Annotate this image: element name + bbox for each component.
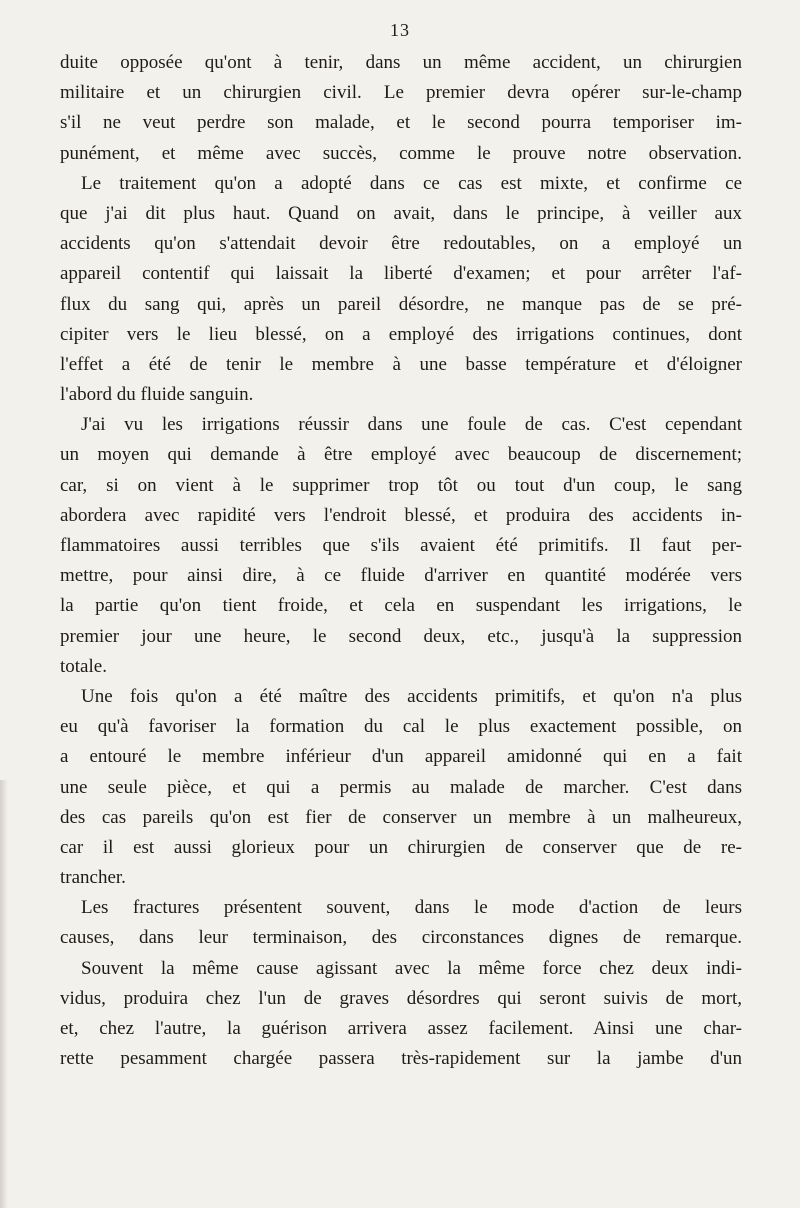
text-line: Souvent la même cause agissant avec la même force chez deux indi- <box>81 957 742 979</box>
text-line: flammatoires aussi terribles que s'ils avaient été primitifs. Il faut per- <box>60 535 742 556</box>
text-line: causes, dans leur terminaison, des circonstances dignes de remarque. <box>60 927 742 949</box>
paragraph-start-line: Le traitement qu'on a adopté dans ce cas est mixte, et confirme ce <box>81 172 742 194</box>
paragraph-end-line: trancher. <box>60 867 126 889</box>
text-line: et, chez l'autre, la guérison arrivera assez facilement. Ainsi une char- <box>60 1018 742 1039</box>
text-line: l'effet a été de tenir le membre à une basse température et d'éloigner <box>60 353 742 375</box>
paragraph-end-line: totale. <box>60 655 107 677</box>
text-line: appareil contentif qui laissait la liberté d'examen; et pour arrêter l'af- <box>60 263 742 285</box>
text-line: cipiter vers le lieu blessé, on a employé des irrigations continues, dont <box>60 323 742 345</box>
page-edge-shadow <box>0 780 8 1208</box>
body-text <box>60 48 742 1074</box>
text-line: a entouré le membre inférieur d'un appareil amidonné qui en a fait <box>60 746 742 768</box>
text-line: la partie qu'on tient froide, et cela en suspendant les irrigations, le <box>60 595 742 617</box>
paragraph-start-line: J'ai vu les irrigations réussir dans une foule de cas. C'est cependant <box>81 414 742 436</box>
page-number: 13 <box>390 20 410 40</box>
text-line: militaire et un chirurgien civil. Le premier devra opérer sur-le-champ <box>60 82 742 104</box>
text-line: flux du sang qui, après un pareil désordre, ne manque pas de se pré- <box>60 293 742 315</box>
text-line: punément, et même avec succès, comme le prouve notre observation. <box>60 142 742 164</box>
text-line: un moyen qui demande à être employé avec beaucoup de discernement; <box>60 444 742 466</box>
text-line: eu qu'à favoriser la formation du cal le plus exactement possible, on <box>60 716 742 738</box>
text-line: que j'ai dit plus haut. Quand on avait, dans le principe, à veiller aux <box>60 202 742 224</box>
paragraph-start-line: Une fois qu'on a été maître des accidents primitifs, et qu'on n'a plus <box>81 685 742 707</box>
text-line: des cas pareils qu'on est fier de conserver un membre à un malheureux, <box>60 806 742 828</box>
text-line: duite opposée qu'ont à tenir, dans un même accident, un chirurgien <box>60 52 742 73</box>
text-line: vidus, produira chez l'un de graves désordres qui seront suivis de mort, <box>60 987 742 1009</box>
text-line: rette pesamment chargée passera très-rapidement sur la jambe d'un <box>60 1048 742 1070</box>
text-line: car, si on vient à le supprimer trop tôt ou tout d'un coup, le sang <box>60 474 742 496</box>
paragraph-end-line: l'abord du fluide sanguin. <box>60 384 254 406</box>
text-line: car il est aussi glorieux pour un chirurgien de conserver que de re- <box>60 836 742 858</box>
text-line: abordera avec rapidité vers l'endroit blessé, et produira des accidents in- <box>60 504 742 526</box>
text-line: s'il ne veut perdre son malade, et le second pourra temporiser im- <box>60 112 742 134</box>
text-line: une seule pièce, et qui a permis au malade de marcher. C'est dans <box>60 776 742 798</box>
paragraph-start-line: Les fractures présentent souvent, dans le mode d'action de leurs <box>81 897 742 919</box>
text-line: premier jour une heure, le second deux, etc., jusqu'à la suppression <box>60 625 742 647</box>
text-line: mettre, pour ainsi dire, à ce fluide d'arriver en quantité modérée vers <box>60 565 742 587</box>
text-line: accidents qu'on s'attendait devoir être redoutables, on a employé un <box>60 233 742 255</box>
